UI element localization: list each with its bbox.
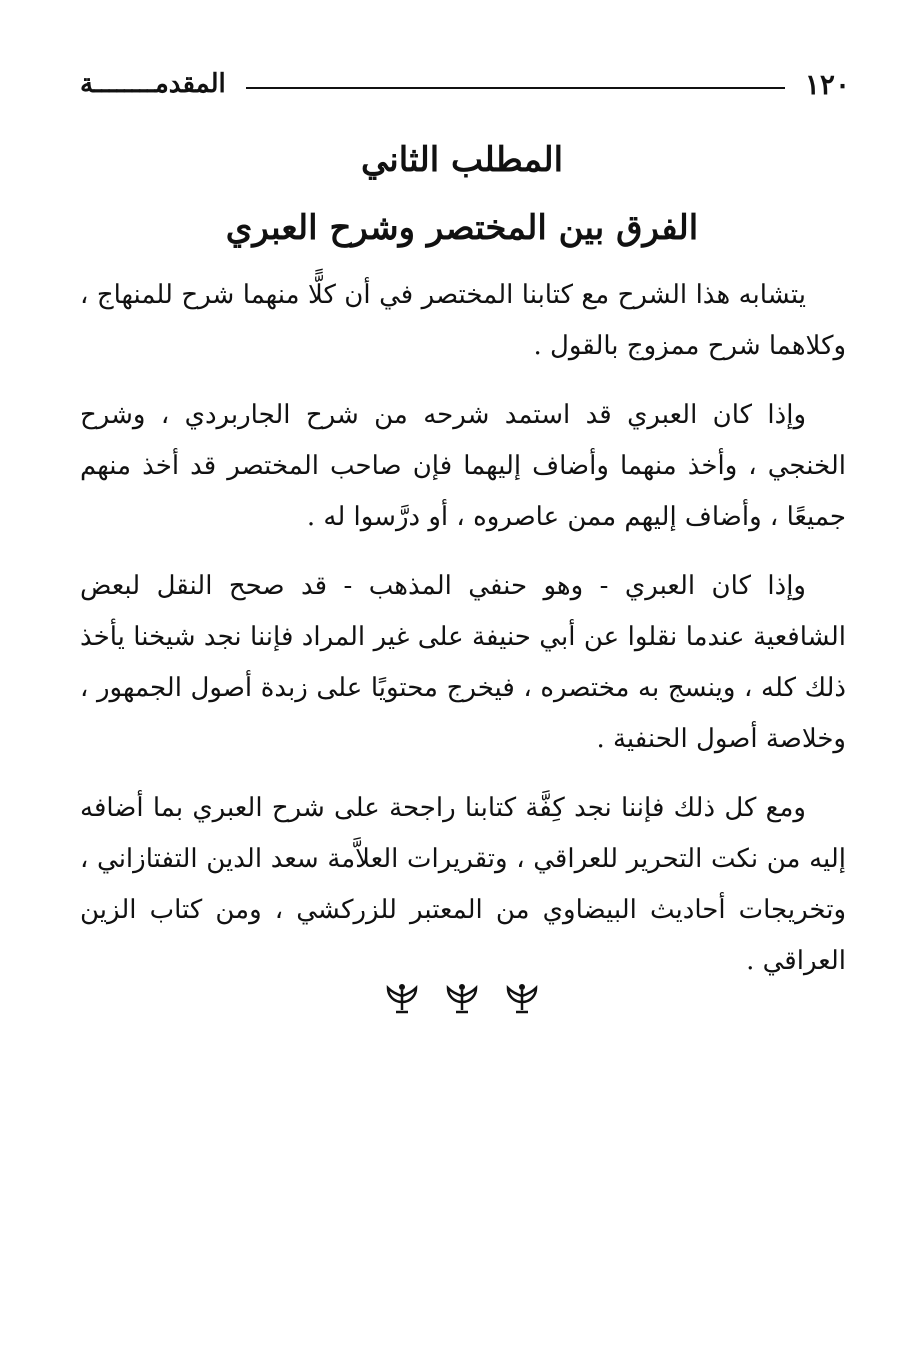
paragraph: وإذا كان العبري - وهو حنفي المذهب - قد صحح النقل لبعض الشافعية عندما نقلوا عن أبي حنيفة على غير المراد فإننا نجد شيخنا يأخذ ذلك كله ، وينسج به مختصره ، فيخرج محتويًا على زبدة أصول الجمهور ، وخلاصة أصول الحنفية .	[80, 571, 846, 754]
paragraph: ومع كل ذلك فإننا نجد كِفَّة كتابنا راجحة على شرح العبري بما أضافه إليه من نكت التحرير للعراقي ، وتقريرات العلاَّمة سعد الدين التفتازاني ، وتخريجات أحاديث البيضاوي من المعتبر للزركشي ، ومن كتاب الزين العراقي .	[80, 793, 846, 976]
section-subtitle: الفرق بين المختصر وشرح العبري	[225, 208, 699, 248]
floral-ornament-icon	[502, 980, 542, 1016]
page-number: ١٢٠	[804, 67, 850, 101]
paragraph: يتشابه هذا الشرح مع كتابنا المختصر في أن كلًّا منهما شرح للمنهاج ، وكلاهما شرح ممزوج بالقول .	[80, 280, 846, 361]
section-heading: المطلب الثاني	[360, 140, 564, 180]
paragraph: وإذا كان العبري قد استمد شرحه من شرح الجاربردي ، وشرح الخنجي ، وأخذ منهما وأضاف إليهما فإن صاحب المختصر قد أخذ منهم جميعًا ، وأضاف إليهم ممن عاصروه ، أو درَّسوا له .	[80, 400, 846, 532]
header-rule	[246, 87, 785, 89]
floral-ornament-icon	[382, 980, 422, 1016]
running-section-title: المقدمــــــــة	[80, 69, 226, 99]
end-ornament	[0, 980, 924, 1016]
floral-ornament-icon	[442, 980, 482, 1016]
body-text	[80, 270, 846, 1005]
running-header	[80, 64, 850, 104]
